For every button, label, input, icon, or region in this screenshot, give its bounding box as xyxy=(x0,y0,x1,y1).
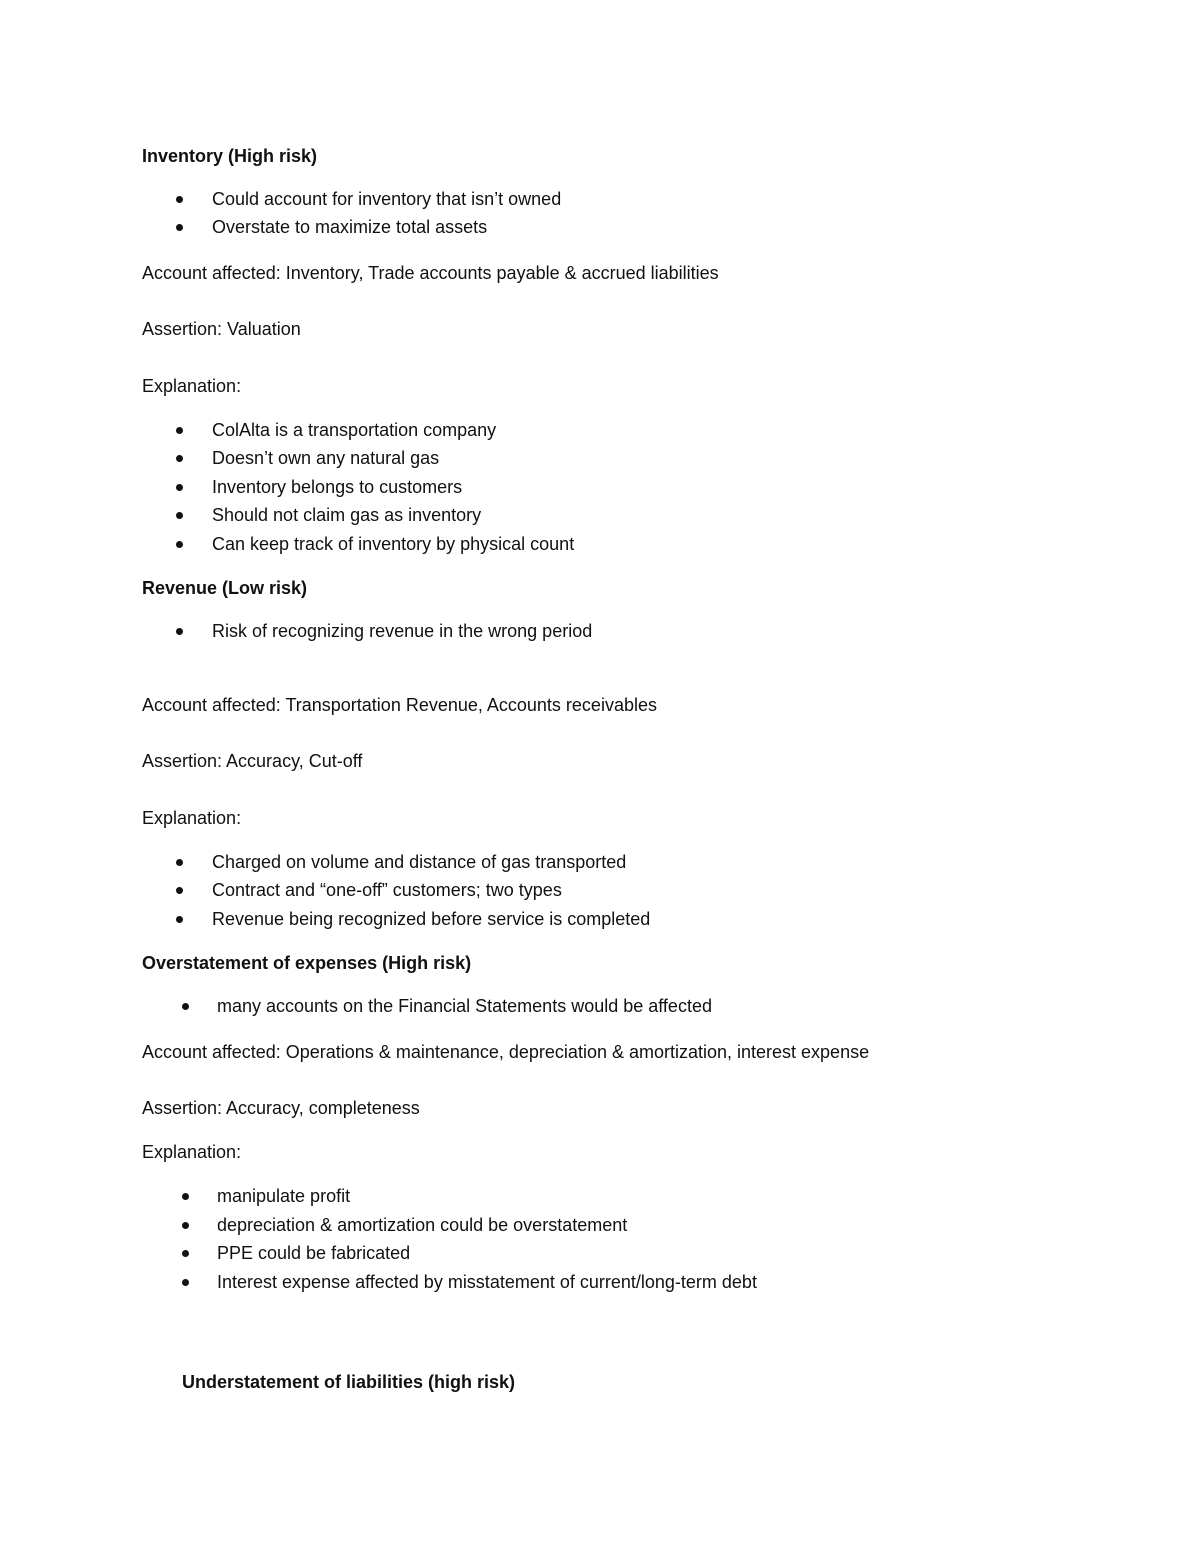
bullet-icon xyxy=(176,224,183,231)
explanation-label: Explanation: xyxy=(142,1142,242,1162)
explanation-label: Explanation: xyxy=(142,376,242,396)
list-item: PPE could be fabricated xyxy=(217,1243,411,1263)
bullet-icon xyxy=(182,1222,189,1229)
bullet-icon xyxy=(176,628,183,635)
list-item: Charged on volume and distance of gas transported xyxy=(212,852,627,872)
bullet-icon xyxy=(182,1250,189,1257)
section-heading-inventory: Inventory (High risk) xyxy=(142,146,318,166)
list-item: depreciation & amortization could be overstatement xyxy=(217,1215,628,1235)
bullet-icon xyxy=(176,541,183,548)
list-item: Doesn’t own any natural gas xyxy=(212,448,440,468)
list-item: Revenue being recognized before service is completed xyxy=(212,909,651,929)
section-heading-expenses: Overstatement of expenses (High risk) xyxy=(142,953,472,973)
bullet-icon xyxy=(176,196,183,203)
bullet-icon xyxy=(182,1279,189,1286)
list-item: ColAlta is a transportation company xyxy=(212,420,497,440)
bullet-icon xyxy=(182,1003,189,1010)
account-affected-inventory: Account affected: Inventory, Trade accounts payable & accrued liabilities xyxy=(142,263,719,283)
list-item: manipulate profit xyxy=(217,1186,351,1206)
list-item: many accounts on the Financial Statements would be affected xyxy=(217,996,712,1016)
account-affected-expenses: Account affected: Operations & maintenance, depreciation & amortization, interest expense xyxy=(142,1042,870,1062)
bullet-icon xyxy=(182,1193,189,1200)
assertion-expenses: Assertion: Accuracy, completeness xyxy=(142,1098,420,1118)
list-item: Can keep track of inventory by physical count xyxy=(212,534,575,554)
list-item: Could account for inventory that isn’t owned xyxy=(212,189,562,209)
bullet-icon xyxy=(176,455,183,462)
account-affected-revenue: Account affected: Transportation Revenue, Accounts receivables xyxy=(142,695,657,715)
section-heading-revenue: Revenue (Low risk) xyxy=(142,578,308,598)
list-item: Overstate to maximize total assets xyxy=(212,217,488,237)
list-item: Interest expense affected by misstatement of current/long-term debt xyxy=(217,1272,757,1292)
list-item: Inventory belongs to customers xyxy=(212,477,463,497)
list-item: Should not claim gas as inventory xyxy=(212,505,482,525)
assertion-revenue: Assertion: Accuracy, Cut-off xyxy=(142,751,363,771)
assertion-inventory: Assertion: Valuation xyxy=(142,319,301,339)
list-item: Risk of recognizing revenue in the wrong period xyxy=(212,621,593,641)
explanation-label: Explanation: xyxy=(142,808,242,828)
bullet-icon xyxy=(176,916,183,923)
bullet-icon xyxy=(176,512,183,519)
list-item: Contract and “one-off” customers; two types xyxy=(212,880,562,900)
bullet-icon xyxy=(176,887,183,894)
bullet-icon xyxy=(176,427,183,434)
bullet-icon xyxy=(176,484,183,491)
section-heading-liabilities: Understatement of liabilities (high risk) xyxy=(182,1372,516,1392)
bullet-icon xyxy=(176,859,183,866)
